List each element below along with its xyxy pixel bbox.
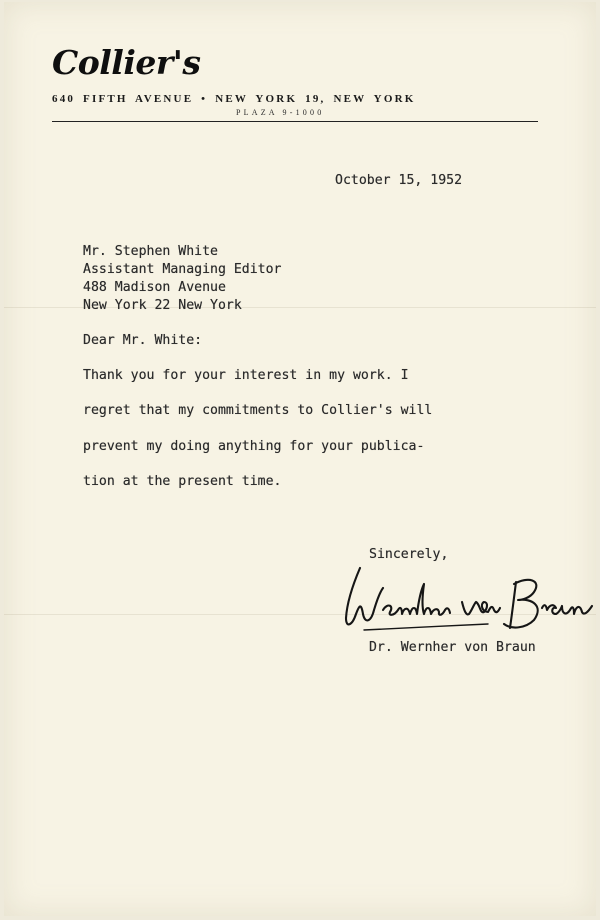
body-line: regret that my commitments to Collier's will: [83, 403, 433, 418]
recipient-line: Assistant Managing Editor: [83, 262, 282, 277]
letter-sheet: [4, 2, 596, 916]
recipient-line: New York 22 New York: [83, 298, 242, 313]
letterhead-divider: [52, 121, 538, 122]
body-line: tion at the present time.: [83, 474, 282, 489]
letterhead-address: 640 FIFTH AVENUE • NEW YORK 19, NEW YORK: [52, 93, 416, 105]
handwritten-signature: [338, 562, 600, 644]
closing: Sincerely,: [369, 547, 449, 562]
letterhead-phone: PLAZA 9-1000: [236, 108, 325, 117]
recipient-line: 488 Madison Avenue: [83, 280, 226, 295]
body-line: Thank you for your interest in my work. I: [83, 368, 409, 383]
signer-name: Dr. Wernher von Braun: [369, 640, 536, 655]
body-line: prevent my doing anything for your publica-: [83, 439, 425, 454]
salutation: Dear Mr. White:: [83, 333, 203, 348]
letter-date: October 15, 1952: [335, 173, 463, 188]
letterhead-logo: Collier's: [52, 43, 201, 82]
recipient-line: Mr. Stephen White: [83, 244, 218, 259]
